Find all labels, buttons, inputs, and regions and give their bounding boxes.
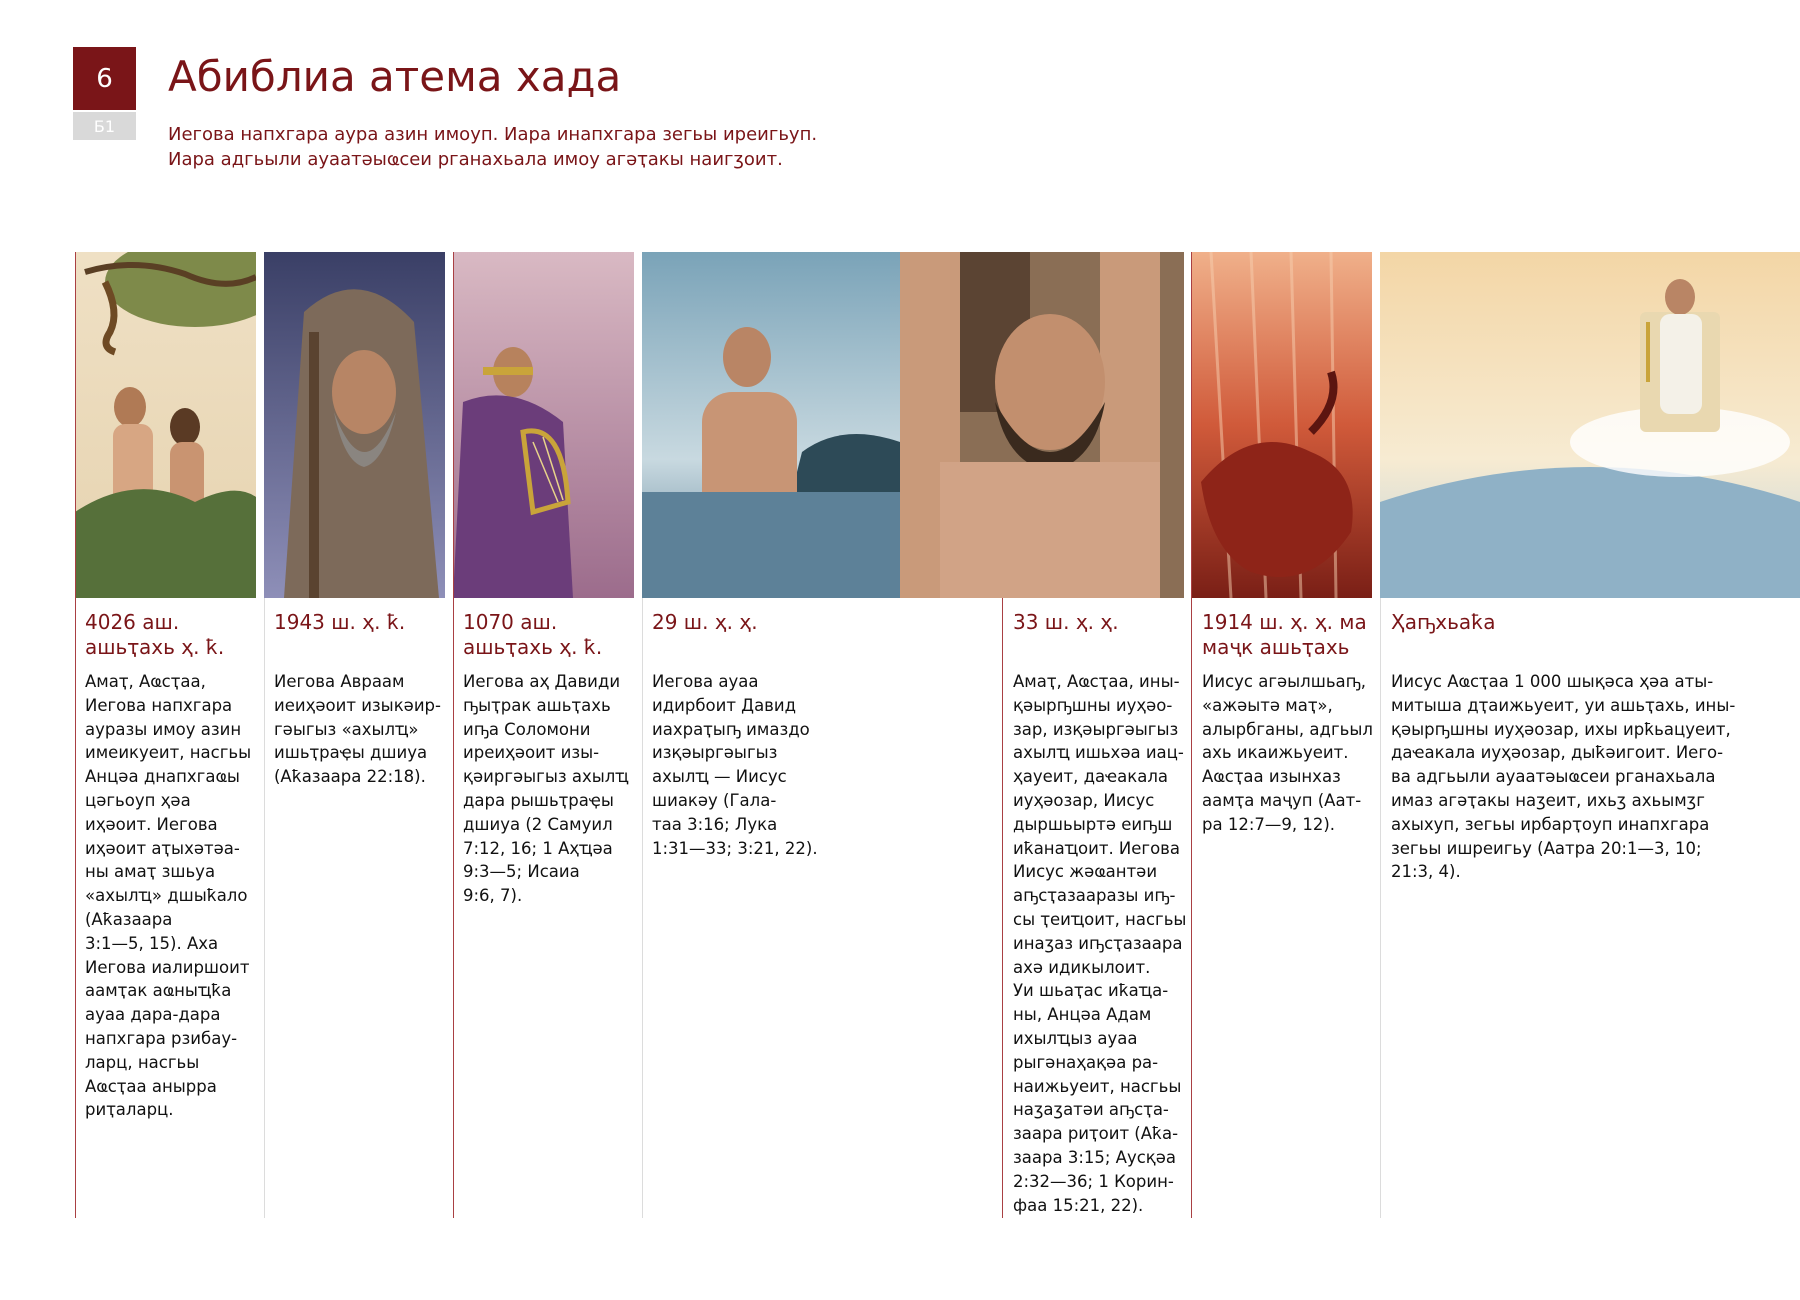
subtitle-line: Иегова напхгара аура азин имоуп. Иара инапхгара зегьы иреигьуп. bbox=[168, 124, 818, 145]
event-description: Иегова Авраам иеиҳәоит изыкәир- гәыгыз «ахылҵ» ишьҭраҿы дшиуа (Аҟазаара 22:18). bbox=[274, 672, 441, 787]
timeline-divider bbox=[453, 252, 454, 1218]
abraham-illustration bbox=[264, 252, 445, 598]
event-description: Иегова аҳ Давиди ҧыҭрак ашьҭахь иҧа Соломони иреиҳәоит изы- қәиргәыгыз ахылҵ дара рышьҭраҿы дшиуа (2 Самуил 7:12, 16; 1 Аҳҵәа 9:3—5; Исаиа 9:6, 7). bbox=[463, 672, 629, 906]
event-description: Иисус агәылшьаҧ, «ажәытә маҭ», алырбганы, адгьыл ахь икаижьуеит. Аҩсҭаа изынхаз аамҭа маҷуп (Аат- ра 12:7—9, 12). bbox=[1202, 672, 1373, 834]
section-code-badge: Б1 bbox=[73, 112, 136, 140]
page-number-badge: 6 bbox=[73, 47, 136, 110]
jesus-on-stake-illustration bbox=[900, 252, 1184, 598]
timeline-divider bbox=[75, 252, 76, 1218]
event-description: Иегова ауаа идирбоит Давид иахраҭыҧ имаздо изқәыргәыгыз ахылҵ — Иисус шиакәу (Гала- таа 3:16; Лука 1:31—33; 3:21, 22). bbox=[652, 672, 818, 858]
adam-eve-serpent-illustration bbox=[75, 252, 256, 598]
event-date: 1943 ш. ҳ. ҟ. bbox=[274, 610, 406, 634]
event-description: Амаҭ, Аҩсҭаа, ины- қәырҧшны иуҳәо- зар, изқәыргәыгыз ахылҵ ишьхәа иац- ҳауеит, даҽакала иуҳәозар, Иисус дыршьыртә еиҧш иҟанаҵоит. Иегова Иисус жәҩантәи аҧсҭазааразы иҧ- сы ҭеиҵоит, насгьы инаӡаз иҧсҭазаара ахә идикылоит. Уи шьаҭас иҟаҵа- ны, Анцәа Адам ихылҵыз ауаа рыгәнаҳақәа ра- наижьуеит, насгьы наӡаӡатәи аҧсҭа- заара риҭоит (Аҟа- заара 3:15; Аусқәа 2:32—36; 1 Корин- фаа 15:21, 22). bbox=[1013, 672, 1187, 1215]
jesus-baptism-illustration bbox=[642, 252, 900, 598]
timeline-divider bbox=[264, 598, 265, 1218]
event-description: Амаҭ, Аҩсҭаа, Иегова напхгара ауразы имоу азин имеикуеит, насгьы Анцәа днапхгаҩы цәгьоуп ҳәа иҳәоит. Иегова иҳәоит аҭыхәтәа- ны амаҭ зшьуа «ахылҵ» дшыҟало (Аҟазаара 3:1—5, 15). Аха Иегова иалиршоит аамҭак аҩныҵҟа ауаа дара-дара напхгара рзибау- ларц, насгьы Аҩсҭаа анырра риҭаларц. bbox=[85, 672, 252, 1120]
event-date: Ҳаҧхьаҟа bbox=[1391, 610, 1496, 634]
king-david-harp-illustration bbox=[453, 252, 634, 598]
subtitle-line: Иара адгьыли ауаатәыҩсеи рганахьала имоу агәҭакы наигӡоит. bbox=[168, 149, 783, 170]
satan-cast-down-illustration bbox=[1191, 252, 1372, 598]
timeline-divider bbox=[642, 598, 643, 1218]
timeline-divider bbox=[1380, 598, 1381, 1218]
timeline-divider bbox=[1191, 252, 1192, 1218]
timeline-divider bbox=[1002, 598, 1003, 1218]
event-description: Иисус Аҩсҭаа 1 000 шықәса ҳәа аты- митыша дҭаижьуеит, уи ашьҭахь, ины- қәырҧшны иуҳәозар, ихы ирҟьацуеит, даҽакала иуҳәозар, дыҟәигоит. Иего- ва адгьыли ауаатәыҩсеи рганахьала имаз агәҭакы наӡеит, ихьӡ ахьымӡг ахыхуп, зегьы ирбарҭоуп инапхгара зегьы ишреигьу (Аатра 20:1—3, 10; 21:3, 4). bbox=[1391, 672, 1736, 882]
page-title: Абиблиа атема хада bbox=[168, 52, 622, 101]
event-date: 1914 ш. ҳ. ҳ. ма маҷк ашьҭахь bbox=[1202, 610, 1367, 659]
jesus-king-throne-illustration bbox=[1380, 252, 1800, 598]
event-date: 4026 аш. ашьҭахь ҳ. ҟ. bbox=[85, 610, 225, 659]
event-date: 29 ш. ҳ. ҳ. bbox=[652, 610, 758, 634]
event-date: 1070 аш. ашьҭахь ҳ. ҟ. bbox=[463, 610, 603, 659]
event-date: 33 ш. ҳ. ҳ. bbox=[1013, 610, 1119, 634]
